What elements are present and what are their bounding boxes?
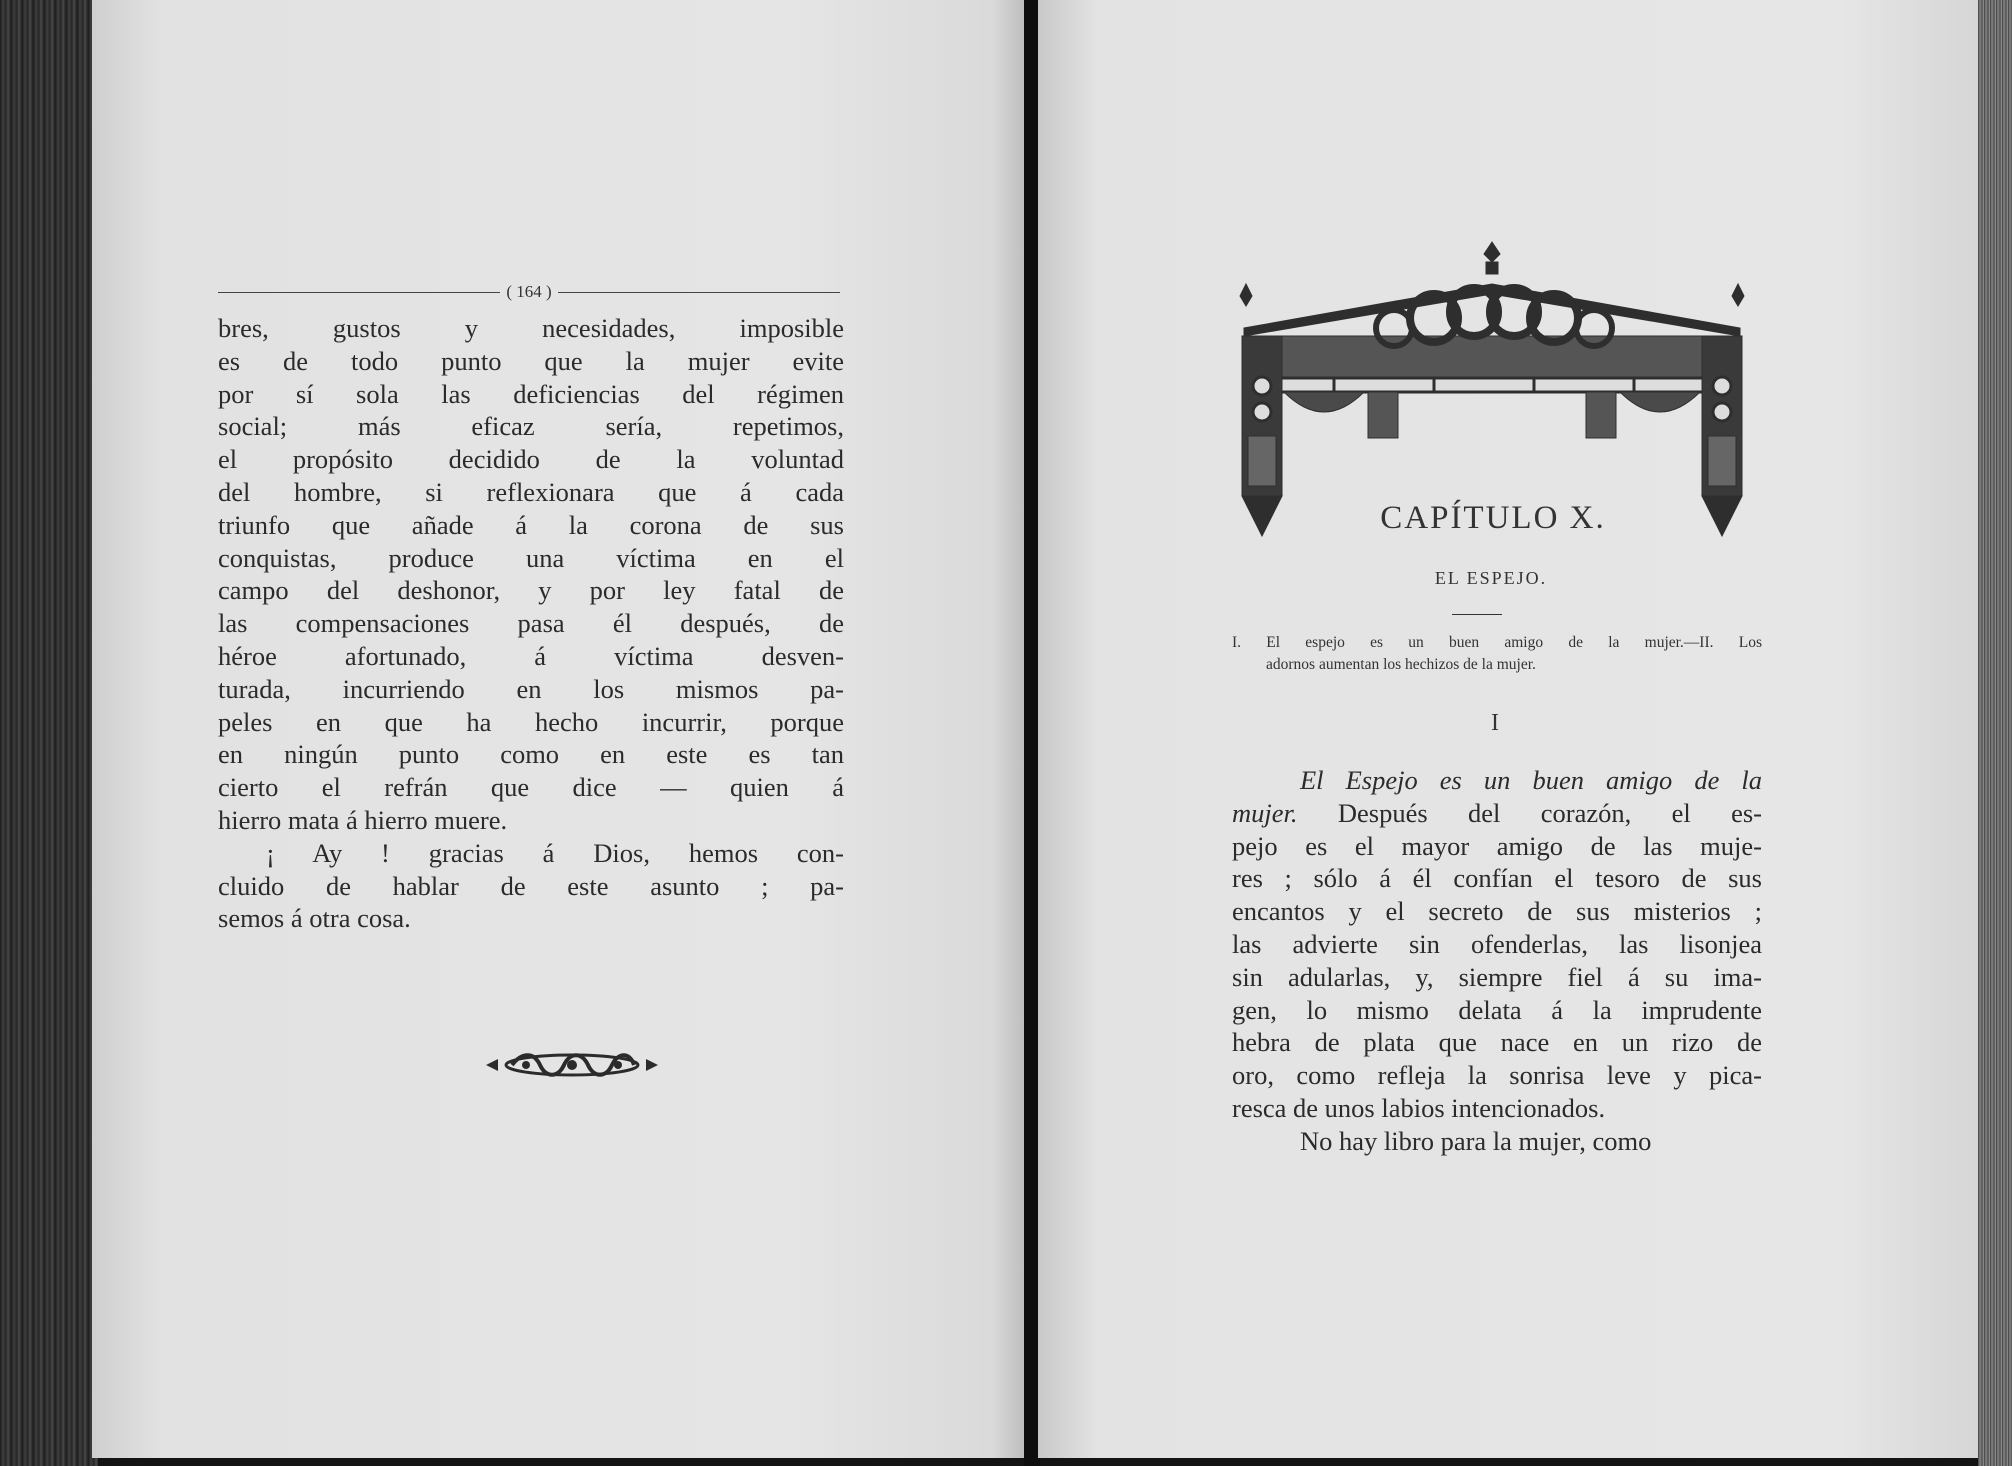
text-line: turada, incurriendo en los mismos pa- — [218, 673, 844, 704]
text-line: res ; sólo á él confían el tesoro de sus — [1232, 863, 1762, 894]
text-line: encantos y el secreto de sus misterios ; — [1232, 896, 1762, 927]
page-header — [218, 280, 840, 304]
text-line: semos á otra cosa. — [218, 903, 411, 934]
text-line: social; más eficaz sería, repetimos, — [218, 411, 844, 442]
header-rule-right — [558, 292, 840, 293]
text-line: sin adularlas, y, siempre fiel á su ima- — [1232, 961, 1762, 992]
text-line: conquistas, produce una víctima en el — [218, 542, 844, 573]
text-line: héroe afortunado, á víctima desven- — [218, 640, 844, 671]
right-page-body — [1232, 764, 1762, 1158]
summary-line: adornos aumentan los hechizos de la mujer. — [1266, 656, 1536, 673]
text-line — [1232, 797, 1762, 830]
header-rule-left — [218, 292, 500, 293]
text-line: cierto el refrán que dice — quien á — [218, 772, 844, 803]
text-line: campo del deshonor, y por ley fatal de — [218, 575, 844, 606]
fleuron-ornament-icon — [482, 1050, 662, 1080]
text-line: por sí sola las deficiencias del régimen — [218, 378, 844, 409]
text-line: bres, gustos y necesidades, imposible — [218, 313, 844, 343]
chapter-subtitle: EL ESPEJO. — [1434, 568, 1548, 588]
italic-lead: mujer. — [1232, 797, 1298, 828]
subtitle-rule — [1452, 614, 1502, 615]
text-line: las advierte sin ofenderlas, las lisonjea — [1232, 928, 1762, 959]
text-line: el propósito decidido de la voluntad — [218, 444, 844, 475]
text-line: en ningún punto como en este es tan — [218, 739, 844, 770]
text-run: Después del corazón, el es- — [1297, 797, 1762, 828]
text-line: gen, lo mismo delata á la imprudente — [1232, 994, 1762, 1025]
text-line: es de todo punto que la mujer evite — [218, 345, 844, 376]
chapter-summary — [1232, 632, 1762, 676]
text-line: hierro mata á hierro muere. — [218, 804, 508, 835]
italic-lead: El Espejo es un buen amigo de la — [1300, 765, 1762, 795]
section-number: I — [1491, 710, 1499, 736]
left-page-body — [218, 312, 844, 935]
text-line: triunfo que añade á la corona de sus — [218, 509, 844, 540]
text-line: cluido de hablar de este asunto ; pa- — [218, 870, 844, 901]
book-spine-edge — [0, 0, 98, 1466]
summary-line: I. El espejo es un buen amigo de la mujer.—II. Los — [1232, 634, 1762, 651]
text-line: resca de unos labios intencionados. — [1232, 1092, 1606, 1123]
text-line: peles en que ha hecho incurrir, porque — [218, 706, 844, 737]
page-number: ( 164 ) — [506, 282, 552, 301]
chapter-title: CAPÍTULO X. — [1380, 500, 1606, 536]
text-line: del hombre, si reflexionara que á cada — [218, 476, 844, 507]
text-line: ¡ Ay ! gracias á Dios, hemos con- — [266, 837, 844, 868]
text-line: No hay libro para la mujer, como — [1300, 1125, 1652, 1156]
text-line: las compensaciones pasa él después, de — [218, 608, 844, 639]
text-line: oro, como refleja la sonrisa leve y pica- — [1232, 1060, 1762, 1091]
text-line: hebra de plata que nace en un rizo de — [1232, 1027, 1762, 1058]
page-fore-edge — [1978, 0, 2012, 1466]
text-line: pejo es el mayor amigo de las muje- — [1232, 830, 1762, 861]
text-line — [1232, 764, 1762, 797]
